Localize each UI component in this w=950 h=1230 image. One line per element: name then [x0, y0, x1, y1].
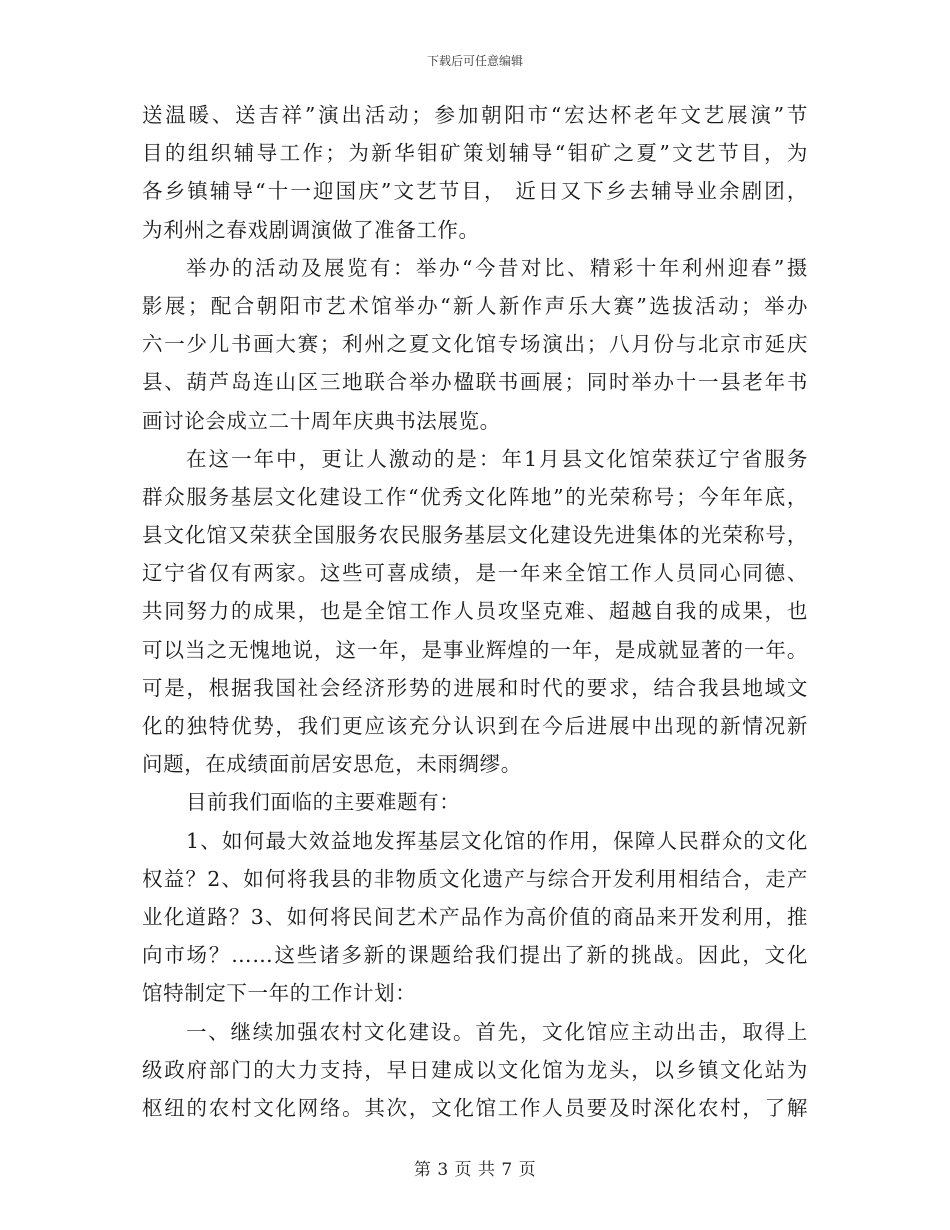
text-line: 辽宁省仅有两家。这些可喜成绩，是一年来全馆工作人员同心同德、: [142, 561, 808, 586]
text-line: 举办的活动及展览有：举办“今昔对比、精彩十年利州迎春”摄: [186, 255, 808, 280]
text-line: 影展；配合朝阳市艺术馆举办“新人新作声乐大赛”选拔活动；举办: [142, 293, 808, 318]
text-line: 业化道路？3、如何将民间艺术产品作为高价值的商品来开发利用，推: [142, 904, 808, 929]
text-line: 枢纽的农村文化网络。其次，文化馆工作人员要及时深化农村，了解: [142, 1095, 808, 1120]
page-footer: 第 3 页 共 7 页: [413, 1160, 537, 1180]
text-line: 县、葫芦岛连山区三地联合举办楹联书画展；同时举办十一县老年书: [142, 370, 808, 395]
text-line: 六一少儿书画大赛；利州之夏文化馆专场演出；八月份与北京市延庆: [142, 332, 808, 357]
text-line: 可是，根据我国社会经济形势的进展和时代的要求，结合我县地域文: [142, 675, 808, 700]
text-line: 向市场？……这些诸多新的课题给我们提出了新的挑战。因此，文化: [142, 943, 808, 968]
text-line: 各乡镇辅导“十一迎国庆”文艺节目， 近日又下乡去辅导业余剧团，: [142, 179, 808, 204]
text-line: 县文化馆又荣获全国服务农民服务基层文化建设先进集体的光荣称号，: [142, 523, 808, 548]
text-line: 目的组织辅导工作；为新华钼矿策划辅导“钼矿之夏”文艺节目，为: [142, 141, 808, 166]
text-line: 画讨论会成立二十周年庆典书法展览。: [142, 408, 501, 433]
text-line: 1、如何最大效益地发挥基层文化馆的作用，保障人民群众的文化: [186, 828, 808, 853]
document-body: [142, 96, 808, 1127]
page-header: 下载后可任意编辑: [426, 54, 523, 68]
text-line: 馆特制定下一年的工作计划：: [142, 981, 417, 1006]
text-line: 共同努力的成果，也是全馆工作人员攻坚克难、超越自我的成果，也: [142, 599, 808, 624]
text-line: 化的独特优势，我们更应该充分认识到在今后进展中出现的新情况新: [142, 714, 808, 738]
text-line: 送温暖、送吉祥”演出活动；参加朝阳市“宏达杯老年文艺展演”节: [142, 103, 808, 127]
text-line: 群众服务基层文化建设工作“优秀文化阵地”的光荣称号；今年年底，: [142, 484, 808, 509]
text-line: 为利州之春戏剧调演做了准备工作。: [142, 217, 480, 242]
text-line: 目前我们面临的主要难题有：: [186, 790, 461, 815]
text-line: 级政府部门的大力支持，早日建成以文化馆为龙头，以乡镇文化站为: [142, 1057, 808, 1082]
text-line: 问题，在成绩面前居安思危，未雨绸缪。: [142, 752, 522, 777]
text-line: 可以当之无愧地说，这一年，是事业辉煌的一年，是成就显著的一年。: [142, 637, 808, 662]
text-line: 权益？2、如何将我县的非物质文化遗产与综合开发利用相结合，走产: [142, 866, 808, 891]
text-line: 在这一年中，更让人激动的是：年1月县文化馆荣获辽宁省服务: [186, 446, 808, 471]
text-line: 一、继续加强农村文化建设。首先，文化馆应主动出击，取得上: [186, 1019, 808, 1044]
